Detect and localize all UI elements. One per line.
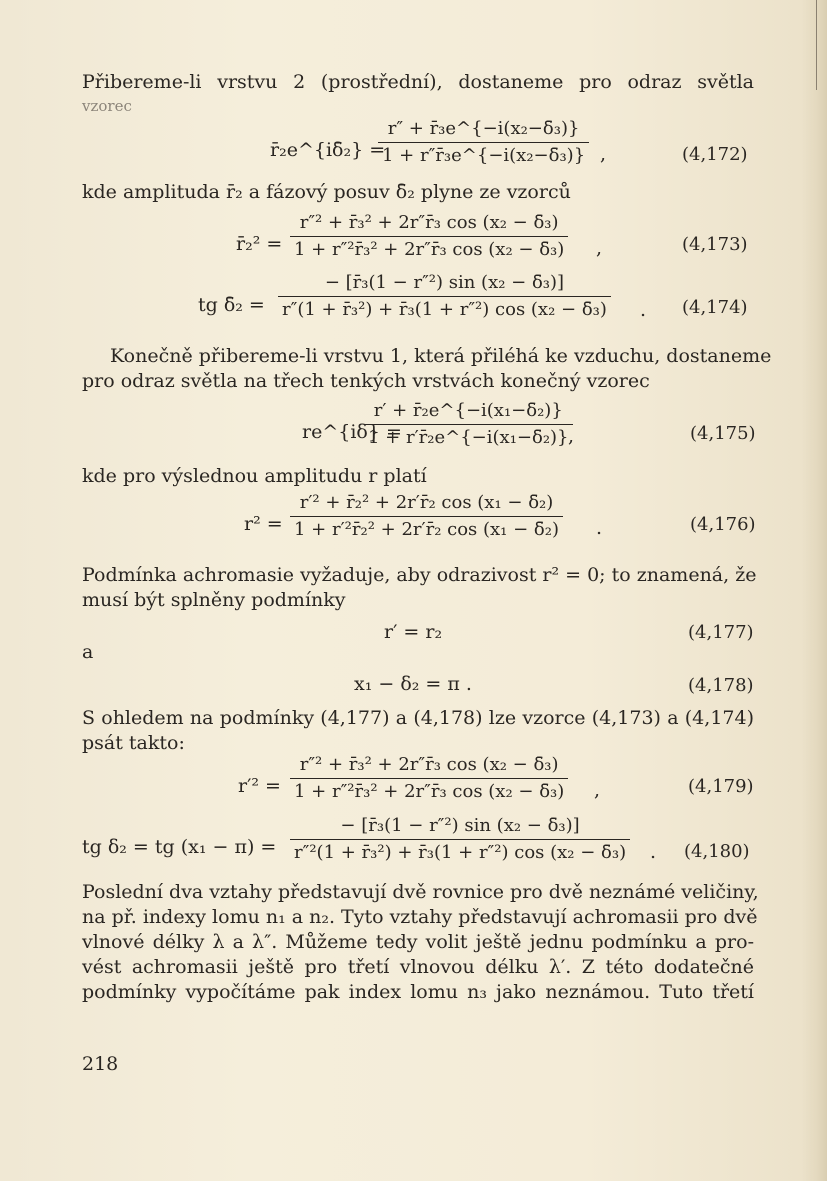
text-line: Poslední dva vztahy představují dvě rovnice pro dvě neznámé veličiny, [82,881,759,903]
text-line: Přibereme-li vrstvu 2 (prostřední), dostaneme pro odraz světla [82,71,754,93]
equation-number: (4,172) [682,144,748,165]
equation-lhs: r′² = [238,775,281,797]
page-number: 218 [82,1053,119,1075]
text-line: pro odraz světla na třech tenkých vrstvách konečný vzorec [82,370,650,392]
equation-fraction [290,815,630,864]
equation-fraction [378,118,589,167]
equation-tail: , [596,237,603,259]
text-line: vzorec [82,97,132,115]
fraction-bar [290,839,630,840]
equation-fraction [290,492,563,541]
equation-number: (4,180) [684,841,750,862]
fraction-numerator: − [r̄₃(1 − r″²) sin (x₂ − δ̄₃)] [324,272,565,293]
text-line: vést achromasii ještě pro třetí vlnovou délku λ′. Z této dodatečné [82,956,754,978]
fraction-denominator: 1 + r″²r̄₃² + 2r″r̄₃ cos (x₂ − δ̄₃) [294,781,565,802]
equation-tail: . [650,841,657,863]
fraction-numerator: r″ + r̄₃e^{−i(x₂−δ̄₃)} [387,118,580,139]
equation-number: (4,179) [688,776,754,797]
fraction-bar [290,516,563,517]
text-line: na př. indexy lomu n₁ a n₂. Tyto vztahy představují achromasii pro dvě [82,906,758,928]
fraction-denominator: r″²(1 + r̄₃²) + r̄₃(1 + r″²) cos (x₂ − δ̄₃) [294,842,627,863]
fraction-numerator: r″² + r̄₃² + 2r″r̄₃ cos (x₂ − δ̄₃) [299,212,559,233]
equation-lhs: r̄₂e^{iδ̄₂} = [270,139,386,161]
equation-tail: , [568,425,575,447]
fraction-numerator: r′ + r̄₂e^{−i(x₁−δ̄₂)} [373,400,563,421]
equation-lhs: r̄₂² = [236,233,283,255]
page-edge-shadow [801,0,827,1181]
equation-body: x₁ − δ₂ = π . [354,673,472,695]
fraction-numerator: r″² + r̄₃² + 2r″r̄₃ cos (x₂ − δ̄₃) [299,754,559,775]
fraction-denominator: 1 + r′r̄₂e^{−i(x₁−δ̄₂)} [368,427,569,448]
equation-lhs: r² = [244,513,283,535]
fraction-bar [290,236,568,237]
text-line: kde pro výslednou amplitudu r platí [82,465,427,487]
page-edge-line [816,0,817,90]
fraction-denominator: r″(1 + r̄₃²) + r̄₃(1 + r″²) cos (x₂ − δ̄₃) [282,299,607,320]
equation-number: (4,174) [682,297,748,318]
equation-fraction [290,754,568,803]
equation-number: (4,173) [682,234,748,255]
text-line: Konečně přibereme-li vrstvu 1, která přiléhá ke vzduchu, dostaneme [110,345,772,367]
text-line: S ohledem na podmínky (4,177) a (4,178) lze vzorce (4,173) a (4,174) [82,707,754,729]
equation-lhs: re^{iδ} = [302,421,402,443]
text-line: musí být splněny podmínky [82,589,346,611]
equation-tail: , [594,779,601,801]
equation-lhs: tg δ̄₂ = [198,294,265,316]
text-line: a [82,641,94,663]
fraction-bar [278,296,611,297]
fraction-numerator: r′² + r̄₂² + 2r′r̄₂ cos (x₁ − δ̄₂) [299,492,554,513]
equation-body: r′ = r₂ [384,621,443,643]
text-line: Podmínka achromasie vyžaduje, aby odrazivost r² = 0; to znamená, že [82,564,757,586]
equation-tail: . [640,299,647,321]
equation-fraction [290,212,568,261]
text-line: podmínky vypočítáme pak index lomu n₃ jako neznámou. Tuto třetí [82,981,754,1003]
fraction-bar [378,142,589,143]
text-line: kde amplituda r̄₂ a fázový posuv δ̄₂ plyne ze vzorců [82,181,571,203]
equation-tail: . [596,517,603,539]
fraction-bar [290,778,568,779]
fraction-denominator: 1 + r′²r̄₂² + 2r′r̄₂ cos (x₁ − δ̄₂) [294,519,559,540]
fraction-denominator: 1 + r″²r̄₃² + 2r″r̄₃ cos (x₂ − δ̄₃) [294,239,565,260]
text-line: psát takto: [82,732,185,754]
equation-number: (4,175) [690,423,756,444]
equation-number: (4,178) [688,675,754,696]
equation-tail: , [600,143,607,165]
fraction-bar [364,424,573,425]
equation-lhs: tg δ₂ = tg (x₁ − π) = [82,836,277,858]
fraction-denominator: 1 + r″r̄₃e^{−i(x₂−δ̄₃)} [382,145,586,166]
equation-number: (4,176) [690,514,756,535]
equation-fraction [364,400,573,449]
fraction-numerator: − [r̄₃(1 − r″²) sin (x₂ − δ̄₃)] [340,815,580,836]
equation-fraction [278,272,611,321]
text-line: vlnové délky λ a λ″. Můžeme tedy volit ještě jednu podmínku a pro- [82,931,754,953]
equation-number: (4,177) [688,622,754,643]
